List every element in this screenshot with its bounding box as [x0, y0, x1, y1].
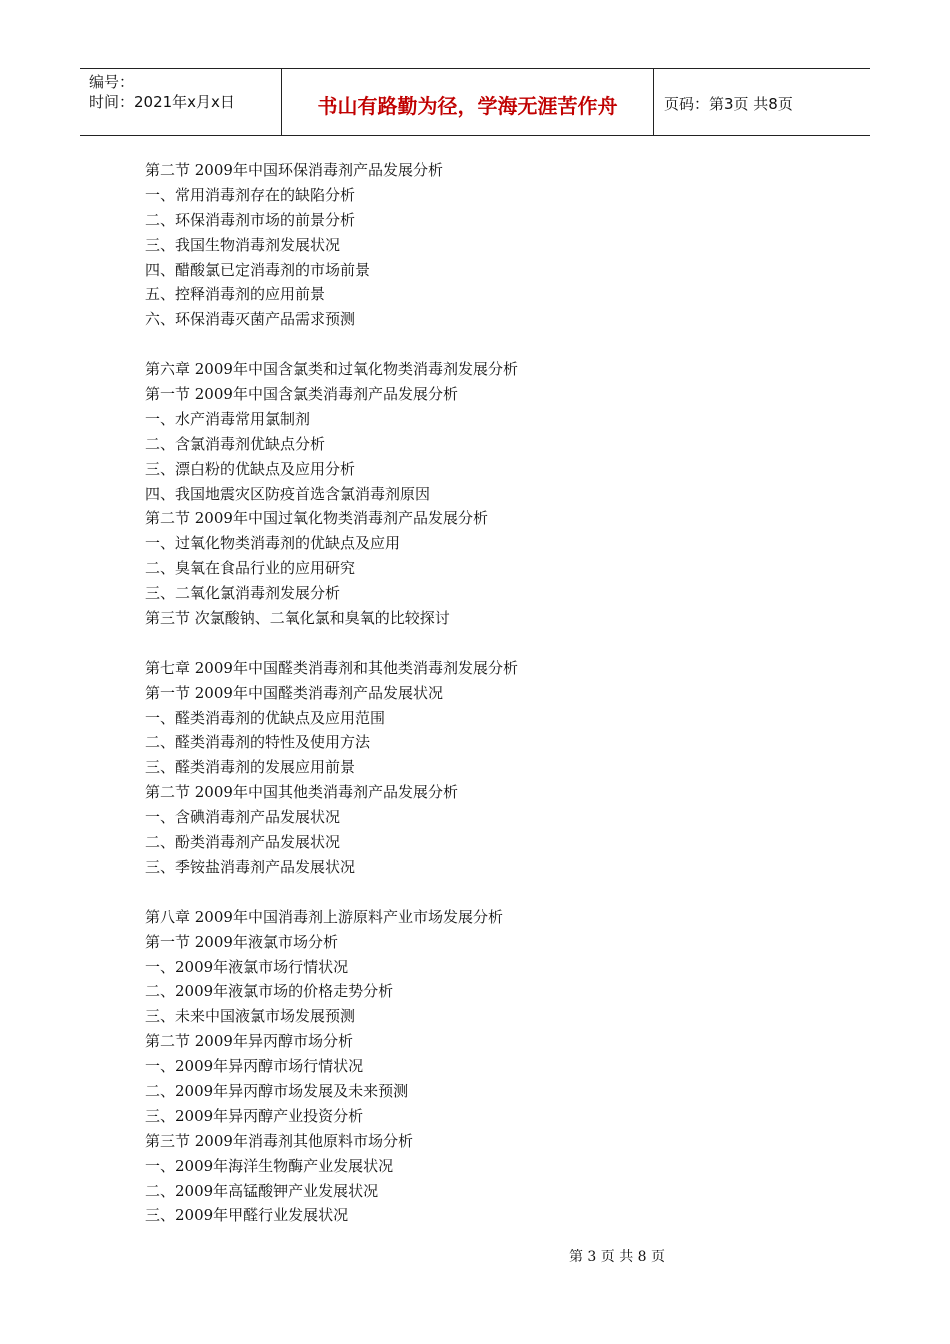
toc-line: 第二节 2009年中国环保消毒剂产品发展分析 [145, 161, 443, 179]
toc-line: 六、环保消毒灭菌产品需求预测 [145, 310, 356, 329]
toc-line: 第一节 2009年中国醛类消毒剂产品发展状况 [145, 683, 443, 702]
toc-line: 三、漂白粉的优缺点及应用分析 [145, 459, 356, 478]
toc-line: 第二节 2009年中国其他类消毒剂产品发展分析 [145, 783, 458, 802]
toc-line: 第一节 2009年液氯市场分析 [145, 932, 338, 951]
toc-line: 第二节 2009年异丙醇市场分析 [145, 1032, 353, 1051]
toc-line: 第七章 2009年中国醛类消毒剂和其他类消毒剂发展分析 [145, 658, 518, 677]
time-label: 时间：2021年x月x日 [89, 93, 235, 111]
toc-line: 一、常用消毒剂存在的缺陷分析 [145, 185, 356, 204]
toc-line: 三、二氧化氯消毒剂发展分析 [145, 584, 341, 603]
motto-text: 书山有路勤为径，学海无涯苦作舟 [317, 93, 618, 118]
section-spacer [145, 631, 845, 656]
toc-line: 一、醛类消毒剂的优缺点及应用范围 [145, 708, 386, 727]
toc-line: 二、2009年异丙醇市场发展及未来预测 [145, 1081, 409, 1100]
toc-line: 二、环保消毒剂市场的前景分析 [145, 210, 356, 229]
toc-line: 一、水产消毒常用氯制剂 [145, 409, 311, 428]
toc-line: 一、2009年异丙醇市场行情状况 [145, 1057, 364, 1076]
header-page-cell [654, 69, 870, 135]
section-spacer [145, 332, 845, 357]
toc-line: 一、2009年海洋生物酶产业发展状况 [145, 1156, 394, 1175]
toc-line: 四、醋酸氯已定消毒剂的市场前景 [145, 260, 371, 279]
toc-line: 三、我国生物消毒剂发展状况 [145, 235, 341, 254]
toc-line: 一、2009年液氯市场行情状况 [145, 957, 349, 976]
toc-line: 四、我国地震灾区防疫首选含氯消毒剂原因 [145, 484, 431, 503]
code-label: 编号： [89, 73, 135, 91]
toc-line: 第三节 次氯酸钠、二氧化氯和臭氧的比较探讨 [145, 609, 450, 628]
footer-page-number: 第 3 页 共 8 页 [568, 1249, 666, 1265]
table-of-contents [145, 158, 845, 1228]
header-table [80, 68, 870, 136]
toc-line: 第二节 2009年中国过氧化物类消毒剂产品发展分析 [145, 509, 488, 528]
toc-line: 第一节 2009年中国含氯类消毒剂产品发展分析 [145, 385, 458, 404]
toc-line: 一、过氧化物类消毒剂的优缺点及应用 [145, 534, 401, 553]
toc-line: 二、2009年高锰酸钾产业发展状况 [145, 1181, 379, 1200]
toc-line: 二、2009年液氯市场的价格走势分析 [145, 982, 394, 1001]
page-info: 页码：第3页 共8页 [664, 94, 793, 113]
page-footer [0, 1246, 950, 1266]
toc-line: 三、未来中国液氯市场发展预测 [145, 1007, 356, 1026]
toc-line: 五、控释消毒剂的应用前景 [145, 285, 326, 304]
toc-line: 二、醛类消毒剂的特性及使用方法 [145, 733, 371, 752]
toc-line: 第八章 2009年中国消毒剂上游原料产业市场发展分析 [145, 907, 503, 926]
toc-line: 三、季铵盐消毒剂产品发展状况 [145, 857, 356, 876]
toc-line: 第三节 2009年消毒剂其他原料市场分析 [145, 1131, 413, 1150]
toc-line: 一、含碘消毒剂产品发展状况 [145, 808, 341, 827]
toc-line: 二、臭氧在食品行业的应用研究 [145, 559, 356, 578]
toc-line: 三、2009年甲醛行业发展状况 [145, 1206, 349, 1225]
toc-line: 第六章 2009年中国含氯类和过氧化物类消毒剂发展分析 [145, 360, 518, 379]
section-spacer [145, 880, 845, 905]
toc-line: 二、含氯消毒剂优缺点分析 [145, 434, 326, 453]
toc-line: 二、酚类消毒剂产品发展状况 [145, 833, 341, 852]
toc-line: 三、醛类消毒剂的发展应用前景 [145, 758, 356, 777]
header-motto-cell [282, 69, 654, 135]
header-meta-cell [80, 69, 282, 135]
toc-line: 三、2009年异丙醇产业投资分析 [145, 1106, 364, 1125]
